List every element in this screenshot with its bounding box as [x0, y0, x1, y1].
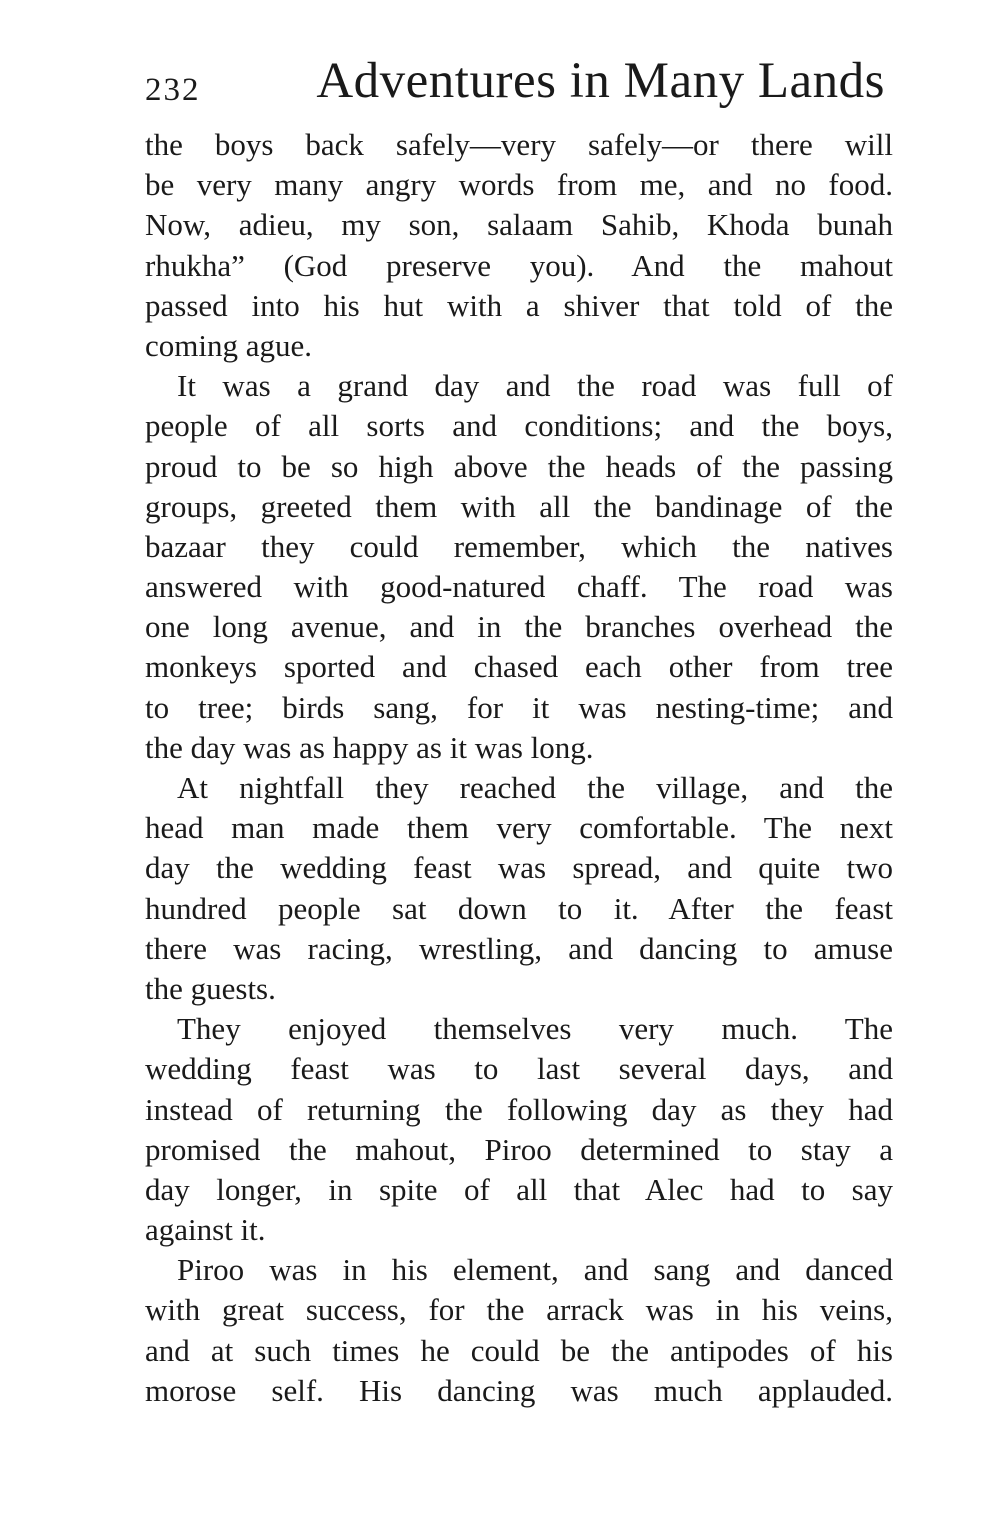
- text-line: to tree; birds sang, for it was nesting-time; and: [145, 689, 893, 725]
- text-line: morose self. His dancing was much applauded.: [145, 1372, 893, 1408]
- text-line: the boys back safely—very safely—or there will: [145, 127, 893, 162]
- text-line: there was racing, wrestling, and dancing to amuse: [145, 930, 893, 966]
- text-line: people of all sorts and conditions; and the boys,: [145, 408, 893, 444]
- body-text: [145, 125, 893, 1411]
- paragraph-first-line: Piroo was in his element, and sang and danced: [177, 1252, 893, 1288]
- text-line: be very many angry words from me, and no food.: [145, 167, 893, 203]
- text-line: Now, adieu, my son, salaam Sahib, Khoda bunah: [145, 207, 893, 243]
- text-line: monkeys sported and chased each other from tree: [145, 649, 893, 685]
- text-line: one long avenue, and in the branches overhead the: [145, 609, 893, 645]
- paragraph-first-line: They enjoyed themselves very much. The: [177, 1011, 893, 1047]
- text-line: head man made them very comfortable. The next: [145, 810, 893, 846]
- text-line: groups, greeted them with all the bandinage of the: [145, 488, 893, 524]
- text-line: against it.: [145, 1212, 266, 1248]
- text-line: bazaar they could remember, which the natives: [145, 528, 893, 564]
- text-line: instead of returning the following day as they had: [145, 1091, 893, 1127]
- text-line: promised the mahout, Piroo determined to stay a: [145, 1131, 893, 1167]
- text-line: coming ague.: [145, 327, 313, 363]
- text-line: answered with good-natured chaff. The road was: [145, 569, 893, 605]
- text-line: hundred people sat down to it. After the feast: [145, 890, 893, 926]
- text-line: day longer, in spite of all that Alec had to say: [145, 1171, 893, 1207]
- text-line: rhukha” (God preserve you). And the mahout: [145, 247, 893, 283]
- paragraph-first-line: It was a grand day and the road was full of: [177, 368, 893, 404]
- text-line: the day was as happy as it was long.: [145, 729, 594, 765]
- text-line: passed into his hut with a shiver that told of the: [145, 287, 893, 323]
- text-line: wedding feast was to last several days, and: [145, 1051, 893, 1087]
- text-line: the guests.: [145, 970, 276, 1006]
- paragraph-first-line: At nightfall they reached the village, and the: [177, 770, 893, 805]
- text-line: and at such times he could be the antipodes of his: [145, 1332, 893, 1368]
- page-number: 232: [145, 72, 201, 108]
- page-header: [145, 52, 885, 112]
- running-title: Adventures in Many Lands: [316, 53, 885, 109]
- text-line: proud to be so high above the heads of the passing: [145, 448, 893, 484]
- text-line: with great success, for the arrack was in his veins,: [145, 1292, 893, 1328]
- text-line: day the wedding feast was spread, and quite two: [145, 850, 893, 886]
